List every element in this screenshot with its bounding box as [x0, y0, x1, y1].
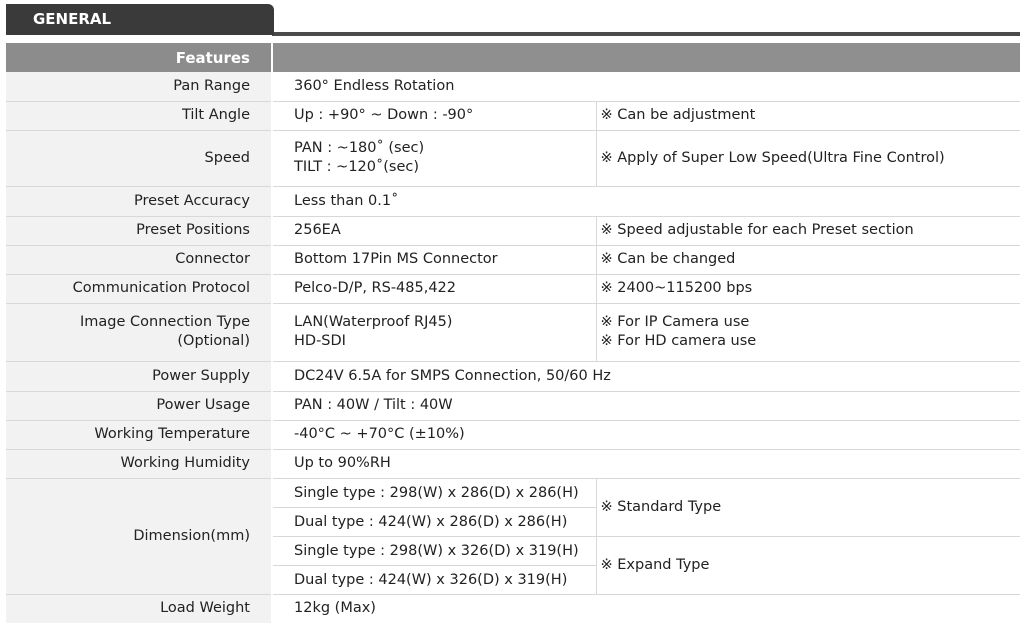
row-value-communication-protocol: Pelco-D/P, RS-485,422	[272, 274, 596, 303]
image-connection-label: Image Connection Type	[80, 314, 250, 330]
features-header: Features	[6, 43, 272, 72]
image-connection-lan: LAN(Waterproof RJ45)	[294, 314, 453, 330]
image-connection-hdsdi: HD-SDI	[294, 333, 346, 349]
row-value-working-humidity: Up to 90%RH	[272, 449, 1020, 478]
row-value-pan-range: 360° Endless Rotation	[272, 72, 1020, 101]
speed-pan: PAN : ~180˚ (sec)	[294, 140, 425, 156]
table-row	[6, 478, 1020, 507]
table-row	[6, 101, 1020, 130]
row-label-speed: Speed	[6, 130, 272, 186]
table-row	[6, 186, 1020, 216]
row-value-connector: Bottom 17Pin MS Connector	[272, 245, 596, 274]
row-label-image-connection	[6, 303, 272, 361]
row-value-power-usage: PAN : 40W / Tilt : 40W	[272, 391, 1020, 420]
image-connection-note-hd: ※ For HD camera use	[600, 333, 757, 349]
dimension-expand-note: ※ Expand Type	[596, 536, 1020, 594]
table-row	[6, 361, 1020, 391]
dimension-standard-note: ※ Standard Type	[596, 478, 1020, 536]
tab-underline-right	[272, 32, 1020, 36]
table-row	[6, 391, 1020, 420]
dimension-dual-standard: Dual type : 424(W) x 286(D) x 286(H)	[272, 507, 596, 536]
row-value-preset-accuracy: Less than 0.1˚	[272, 186, 1020, 216]
row-note-speed: ※ Apply of Super Low Speed(Ultra Fine Control)	[596, 130, 1020, 186]
table-row	[6, 303, 1020, 361]
row-value-working-temperature: -40°C ~ +70°C (±10%)	[272, 420, 1020, 449]
section-title: GENERAL	[6, 4, 274, 35]
table-header-row	[6, 43, 1020, 72]
row-label-communication-protocol: Communication Protocol	[6, 274, 272, 303]
row-label-connector: Connector	[6, 245, 272, 274]
image-connection-note-ip: ※ For IP Camera use	[600, 314, 750, 330]
row-label-preset-accuracy: Preset Accuracy	[6, 186, 272, 216]
row-value-load-weight: 12kg (Max)	[272, 594, 1020, 623]
row-value-power-supply: DC24V 6.5A for SMPS Connection, 50/60 Hz	[272, 361, 1020, 391]
row-note-connector: ※ Can be changed	[596, 245, 1020, 274]
row-value-preset-positions: 256EA	[272, 216, 596, 245]
table-row	[6, 449, 1020, 478]
image-connection-optional: (Optional)	[177, 333, 250, 349]
header-blank	[272, 43, 1020, 72]
row-note-preset-positions: ※ Speed adjustable for each Preset section	[596, 216, 1020, 245]
dimension-single-expand: Single type : 298(W) x 326(D) x 319(H)	[272, 536, 596, 565]
section-tab-bar	[0, 0, 1024, 40]
row-note-image-connection	[596, 303, 1020, 361]
dimension-dual-expand: Dual type : 424(W) x 326(D) x 319(H)	[272, 565, 596, 594]
table-row	[6, 216, 1020, 245]
row-value-speed	[272, 130, 596, 186]
row-label-working-humidity: Working Humidity	[6, 449, 272, 478]
row-label-power-usage: Power Usage	[6, 391, 272, 420]
table-row	[6, 274, 1020, 303]
row-note-communication-protocol: ※ 2400~115200 bps	[596, 274, 1020, 303]
spec-table	[6, 43, 1020, 623]
row-label-dimension: Dimension(mm)	[6, 478, 272, 594]
table-row	[6, 245, 1020, 274]
row-label-preset-positions: Preset Positions	[6, 216, 272, 245]
table-row	[6, 594, 1020, 623]
table-row	[6, 420, 1020, 449]
row-label-working-temperature: Working Temperature	[6, 420, 272, 449]
row-value-image-connection	[272, 303, 596, 361]
row-label-load-weight: Load Weight	[6, 594, 272, 623]
speed-tilt: TILT : ~120˚(sec)	[294, 159, 420, 175]
table-row	[6, 72, 1020, 101]
row-label-pan-range: Pan Range	[6, 72, 272, 101]
row-note-tilt-angle: ※ Can be adjustment	[596, 101, 1020, 130]
row-label-tilt-angle: Tilt Angle	[6, 101, 272, 130]
row-value-tilt-angle: Up : +90° ~ Down : -90°	[272, 101, 596, 130]
table-row	[6, 130, 1020, 186]
row-label-power-supply: Power Supply	[6, 361, 272, 391]
dimension-single-standard: Single type : 298(W) x 286(D) x 286(H)	[272, 478, 596, 507]
